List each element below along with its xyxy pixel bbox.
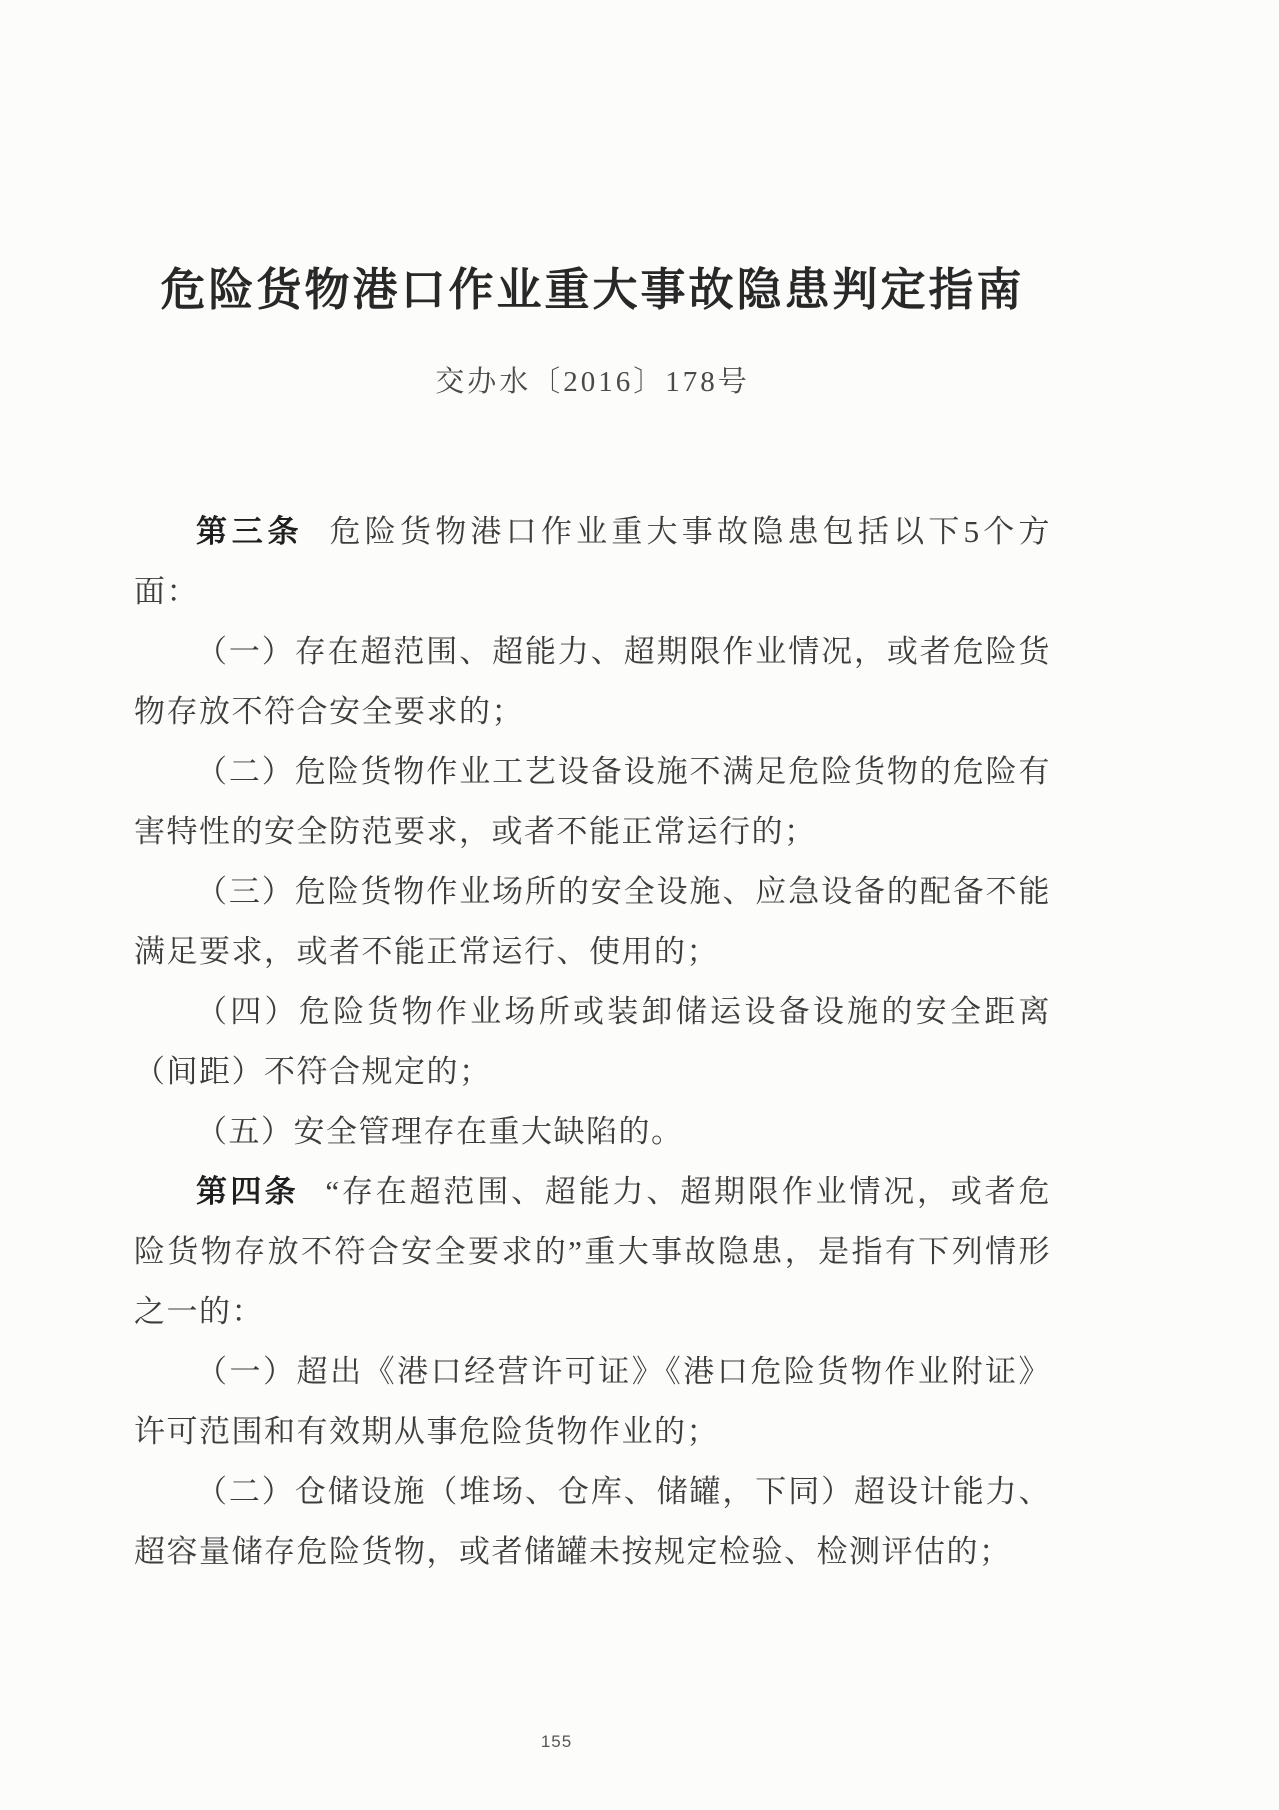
article-3-intro: 危险货物港口作业重大事故隐患包括以下5个方面：: [134, 514, 1052, 609]
article-4-item-2: （二）仓储设施（堆场、仓库、储罐，下同）超设计能力、超容量储存危险货物，或者储罐未按规定检验、检测评估的；: [134, 1474, 1051, 1569]
article-3-label: 第三条: [196, 514, 304, 549]
article-3-item-2: （二）危险货物作业工艺设备设施不满足危险货物的危险有害特性的安全防范要求，或者不能正常运行的；: [134, 754, 1051, 849]
article-3-heading-paragraph: [134, 502, 1051, 622]
article-4-label: 第四条: [196, 1174, 299, 1209]
document-title: 危险货物港口作业重大事故隐患判定指南: [160, 265, 1025, 315]
article-4-heading-paragraph: [134, 1162, 1051, 1342]
document-number: 交办水〔2016〕178号: [435, 366, 750, 398]
article-3-item-3: （三）危险货物作业场所的安全设施、应急设备的配备不能满足要求，或者不能正常运行、使用的；: [134, 874, 1051, 969]
document-body: [134, 502, 1051, 1582]
article-4-item-1: （一）超出《港口经营许可证》《港口危险货物作业附证》许可范围和有效期从事危险货物作业的；: [134, 1354, 1051, 1449]
article-4-intro: “存在超范围、超能力、超期限作业情况，或者危险货物存放不符合安全要求的”重大事故隐患，是指有下列情形之一的：: [134, 1174, 1052, 1329]
article-3-item-1: （一）存在超范围、超能力、超期限作业情况，或者危险货物存放不符合安全要求的；: [134, 634, 1051, 729]
article-3-item-5: （五）安全管理存在重大缺陷的。: [196, 1114, 684, 1149]
article-3-item-4: （四）危险货物作业场所或装卸储运设备设施的安全距离（间距）不符合规定的；: [134, 994, 1051, 1089]
page-number: 155: [540, 1732, 573, 1751]
